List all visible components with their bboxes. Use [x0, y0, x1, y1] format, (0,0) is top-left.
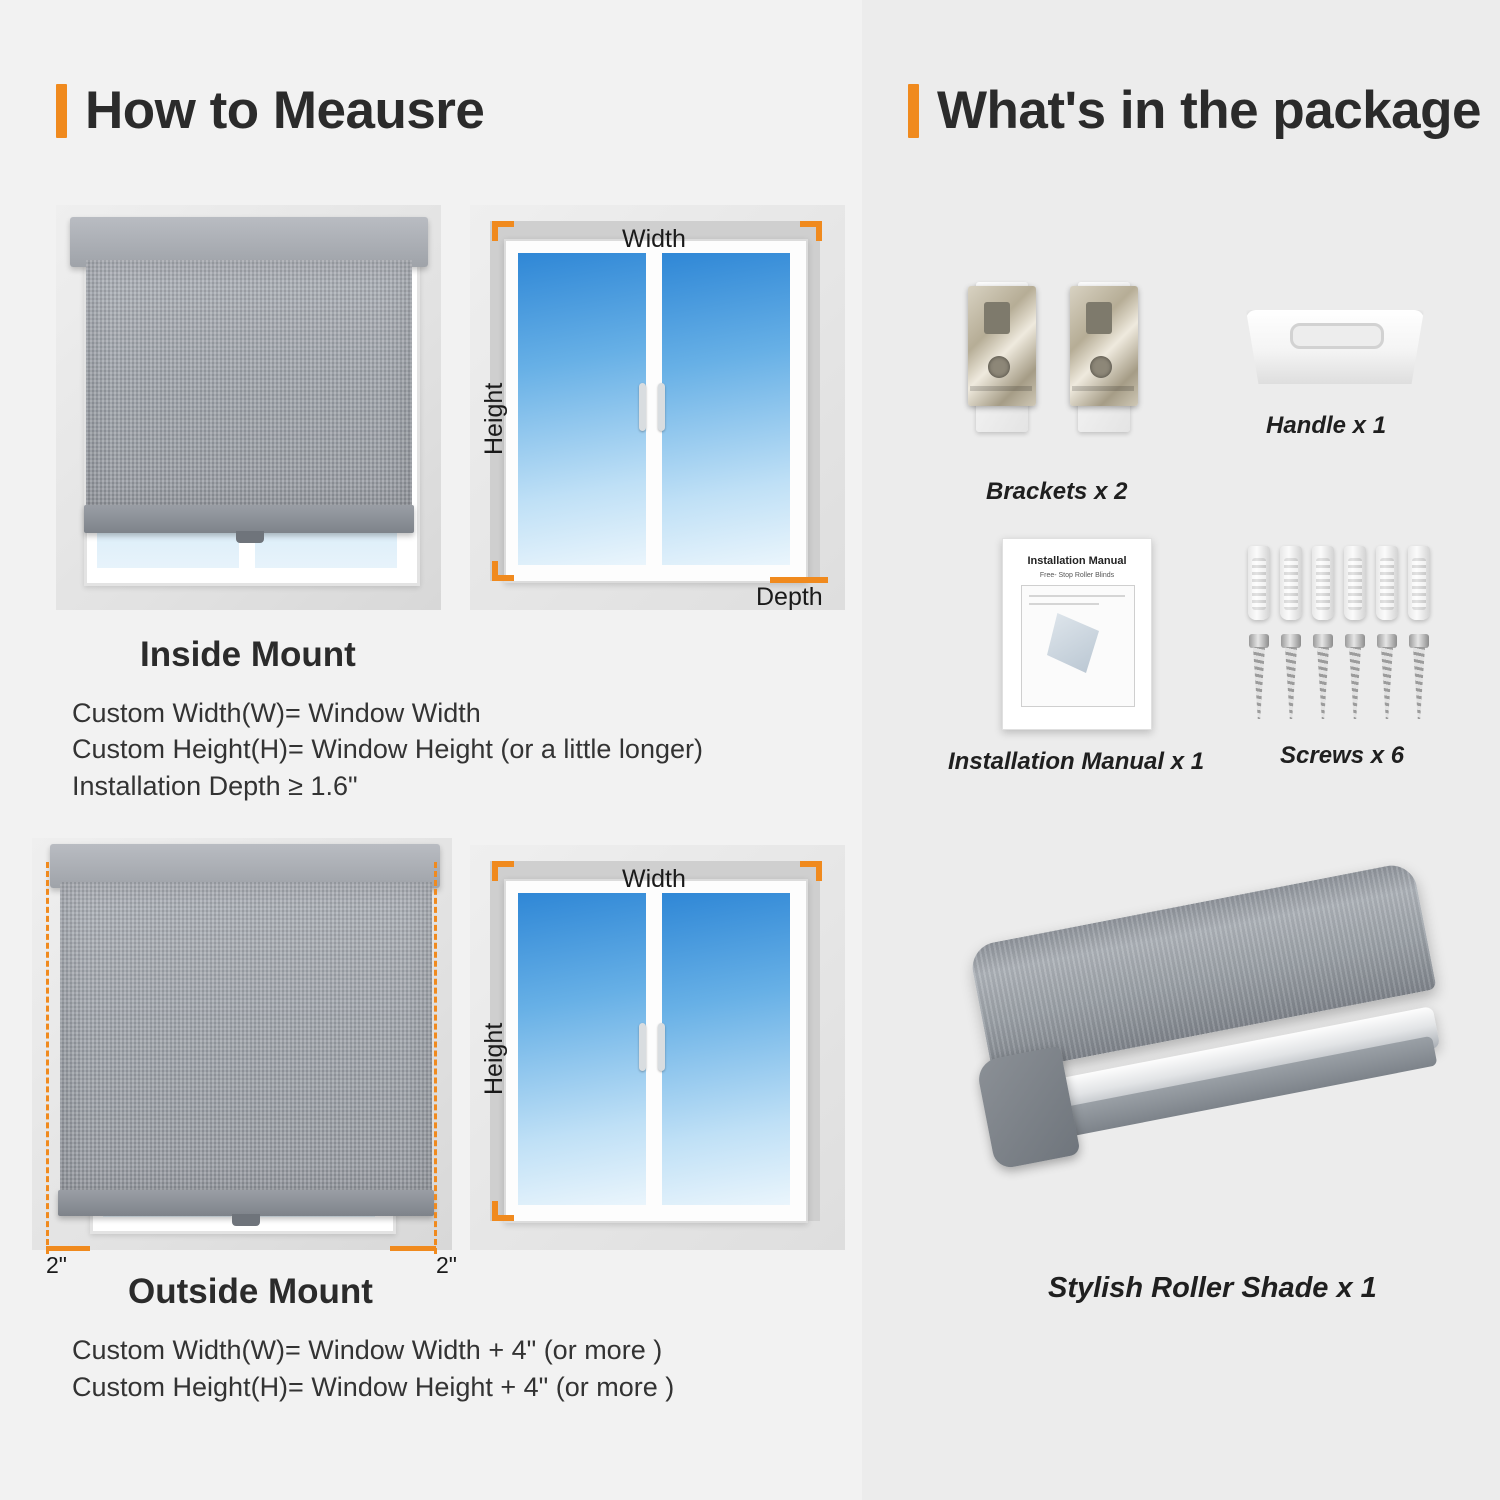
measure-glass-left-2 [518, 893, 646, 1205]
inside-mount-line-3: Installation Depth ≥ 1.6" [72, 771, 358, 801]
handle-grip [1290, 323, 1384, 349]
outside-mount-line-1: Custom Width(W)= Window Width + 4" (or more ) [72, 1335, 663, 1365]
marker-top-right-v [816, 221, 822, 241]
package-heading [908, 80, 1481, 141]
bracket-icon [966, 282, 1038, 432]
roller-shade-caption: Stylish Roller Shade x 1 [1048, 1272, 1377, 1304]
shade-fabric [86, 260, 412, 510]
accent-bar [56, 84, 67, 138]
screw-head-4 [1345, 634, 1365, 648]
outside-mount-shade-photo [32, 838, 452, 1250]
screw-head-2 [1281, 634, 1301, 648]
handle-icon [1246, 310, 1424, 384]
measure-glass-right-2 [662, 893, 790, 1205]
outside-mount-line-2: Custom Height(H)= Window Height + 4" (or more ) [72, 1372, 675, 1402]
bottom-rail-2 [58, 1190, 434, 1216]
wall-anchor-icon-3 [1312, 546, 1334, 620]
bracket-slot [984, 302, 1010, 334]
inside-mount-measure-diagram [470, 205, 845, 610]
manual-icon [1002, 538, 1152, 730]
screw-shaft-4 [1349, 647, 1361, 719]
measure-window-frame-2 [504, 879, 808, 1223]
wall-anchor-icon-1 [1248, 546, 1270, 620]
screw-icon-1 [1249, 634, 1269, 730]
manual-subtitle: Free- Stop Roller Blinds [1039, 572, 1115, 579]
screw-shaft-5 [1381, 647, 1393, 719]
window-handle-left [639, 383, 646, 431]
bracket-slot-2 [1086, 302, 1112, 334]
label-depth-inside: Depth [756, 583, 823, 610]
inside-mount-line-2: Custom Height(H)= Window Height (or a little longer) [72, 734, 703, 764]
label-overhang-right: 2" [436, 1252, 457, 1278]
wall-anchor-icon-4 [1344, 546, 1366, 620]
screw-shaft-3 [1317, 647, 1329, 719]
screw-icon-3 [1313, 634, 1333, 730]
how-to-measure-heading [56, 80, 484, 141]
marker-bottom-left-h-2 [492, 1215, 514, 1221]
screw-head-3 [1313, 634, 1333, 648]
marker-bottom-left-h [492, 575, 514, 581]
pull-handle-2 [232, 1214, 260, 1226]
marker-top-left-h-2 [492, 861, 514, 867]
outside-mount-measure-diagram [470, 845, 845, 1250]
label-height-inside: Height [480, 382, 508, 455]
screws-caption: Screws x 6 [1280, 742, 1405, 769]
label-width-outside: Width [622, 865, 686, 893]
manual-caption: Installation Manual x 1 [948, 748, 1205, 775]
bottom-rail [84, 505, 414, 533]
screw-icon-2 [1281, 634, 1301, 730]
bracket-ridge [970, 386, 1032, 391]
window-handle-left-2 [639, 1023, 646, 1071]
overhang-dash-left [46, 862, 49, 1254]
accent-bar-2 [908, 84, 919, 138]
inside-mount-title: Inside Mount [140, 635, 356, 674]
handle-caption: Handle x 1 [1266, 412, 1387, 439]
right-panel [862, 0, 1500, 1500]
measure-window-frame [504, 239, 808, 583]
overhang-dash-right [434, 862, 437, 1254]
screw-head-5 [1377, 634, 1397, 648]
screw-head-1 [1249, 634, 1269, 648]
package-heading-text: What's in the package [937, 81, 1482, 140]
bracket-icon-2 [1068, 282, 1140, 432]
screw-icon-4 [1345, 634, 1365, 730]
marker-top-right-v-2 [816, 861, 822, 881]
window-handle-right-2 [658, 1023, 665, 1071]
screw-shaft-2 [1285, 647, 1297, 719]
bracket-ridge-2 [1072, 386, 1134, 391]
inside-mount-line-1: Custom Width(W)= Window Width [72, 698, 481, 728]
wall-anchor-icon-6 [1408, 546, 1430, 620]
manual-line-1 [1029, 595, 1125, 597]
measure-glass-right [662, 253, 790, 565]
roller-shade-icon [975, 935, 1445, 1210]
label-height-outside: Height [480, 1022, 508, 1095]
screw-shaft-1 [1253, 647, 1265, 719]
outside-mount-title: Outside Mount [128, 1272, 373, 1311]
roller-shade-endcap [975, 1046, 1080, 1170]
screw-icon-5 [1377, 634, 1397, 730]
brackets-caption: Brackets x 2 [986, 478, 1128, 505]
inside-mount-shade-photo [56, 205, 441, 610]
manual-title: Installation Manual [1027, 555, 1127, 567]
wall-anchor-icon-5 [1376, 546, 1398, 620]
bracket-hole-2 [1090, 356, 1112, 378]
label-width-inside: Width [622, 225, 686, 253]
shade-fabric-2 [60, 882, 432, 1194]
manual-line-2 [1029, 603, 1099, 605]
pull-handle [236, 531, 264, 543]
bracket-hole [988, 356, 1010, 378]
screw-icon-6 [1409, 634, 1429, 730]
screw-head-6 [1409, 634, 1429, 648]
window-handle-right [658, 383, 665, 431]
overhang-tick-right [390, 1246, 436, 1251]
marker-top-left-h [492, 221, 514, 227]
screw-shaft-6 [1413, 647, 1425, 719]
how-to-measure-heading-text: How to Meausre [85, 81, 485, 140]
overhang-tick-left [46, 1246, 90, 1251]
label-overhang-left: 2" [46, 1252, 67, 1278]
wall-anchor-icon-2 [1280, 546, 1302, 620]
measure-glass-left [518, 253, 646, 565]
